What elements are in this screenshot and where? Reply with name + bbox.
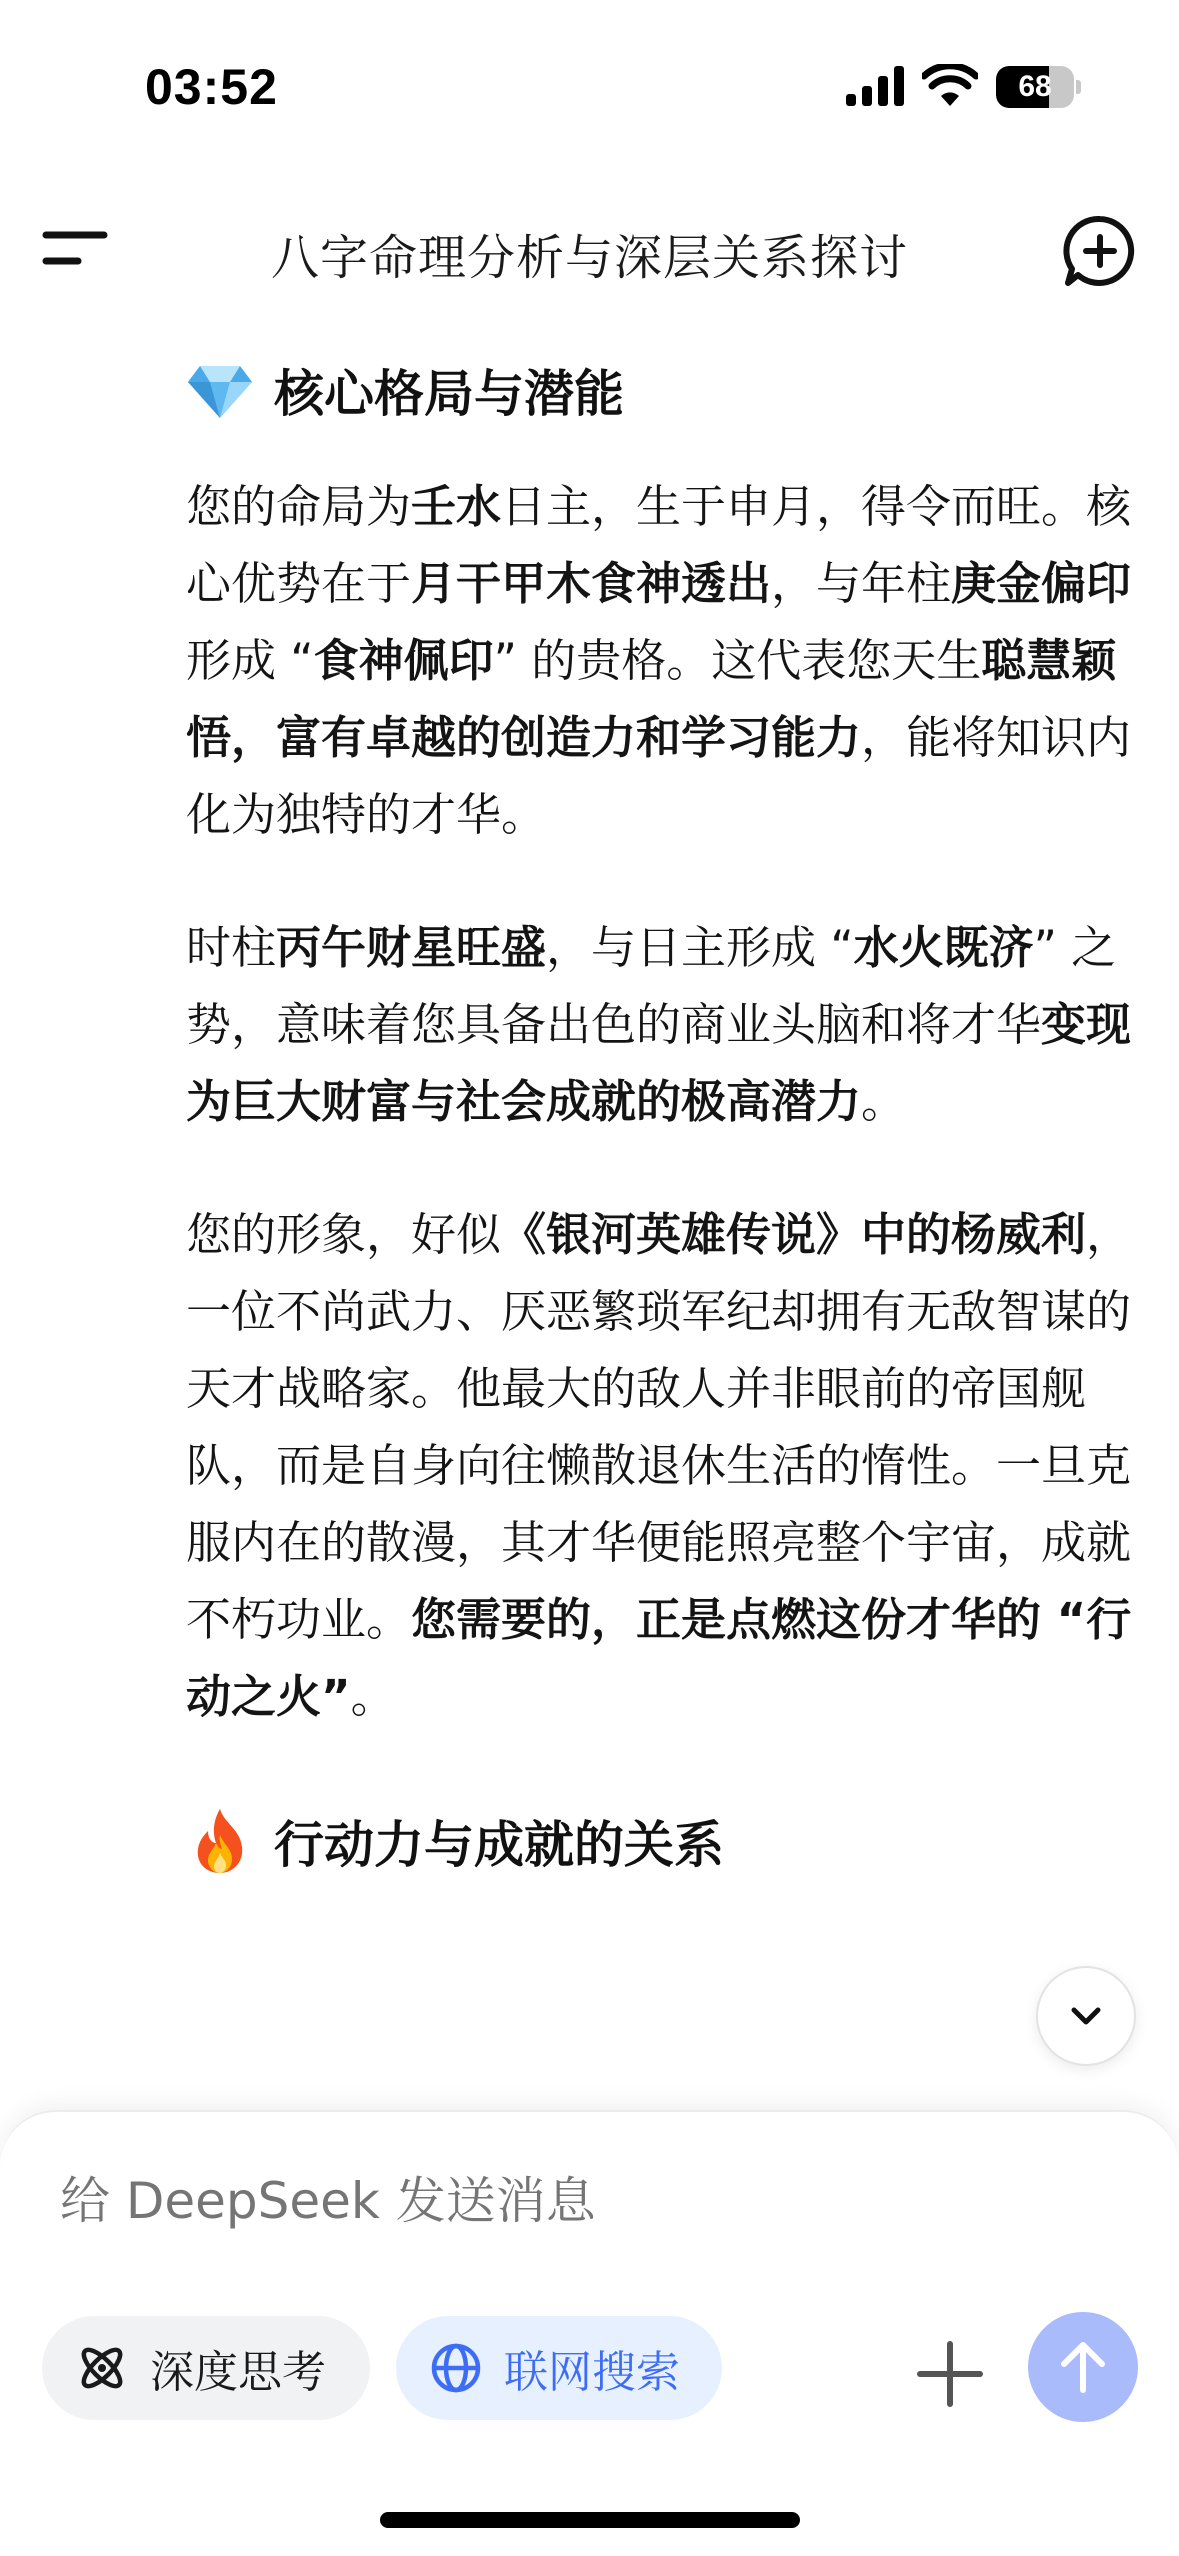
plus-icon[interactable] [912, 2336, 988, 2412]
section-heading-text: 核心格局与潜能 [274, 365, 624, 423]
text: 。 [861, 1075, 907, 1128]
bold-text: 月干甲木食神透出 [411, 557, 772, 610]
status-bar [0, 0, 1179, 150]
bold-text: 变现为巨大财富与社会成就的极高潜力 [186, 998, 1132, 1128]
bold-text: 《银河英雄传说》中的杨威利 [501, 1208, 1087, 1261]
text: 。 [350, 1670, 396, 1723]
paragraph-3 [186, 1196, 1136, 1735]
web-search-button[interactable] [396, 2316, 722, 2420]
text: ，与年柱 [771, 557, 952, 610]
send-button[interactable] [1028, 2312, 1138, 2422]
text: 形成 “ [186, 634, 314, 687]
globe-icon [430, 2342, 482, 2394]
bold-text: 食神佩印 [313, 634, 494, 687]
conversation-title[interactable]: 八字命理分析与深层关系探讨 [270, 230, 908, 286]
chevron-down-icon [1064, 1994, 1108, 2038]
new-chat-icon[interactable] [1062, 213, 1138, 289]
bold-text: 丙午财星旺盛 [276, 921, 547, 974]
paragraph-2 [186, 909, 1136, 1140]
header [0, 195, 1179, 305]
text: ” 的贵格。这代表您天生 [493, 634, 982, 687]
bold-text: 庚金偏印 [951, 557, 1132, 610]
text: ，与日主形成 “ [546, 921, 854, 974]
assistant-message [186, 340, 1136, 1891]
battery-body [996, 66, 1074, 108]
message-composer [0, 2110, 1179, 2556]
menu-icon[interactable] [42, 217, 112, 277]
status-time: 03:52 [145, 59, 278, 115]
arrow-up-icon [1054, 2338, 1112, 2396]
atom-icon [76, 2342, 128, 2394]
text: 日主，生于申月，得令而旺。核心优势在于 [186, 480, 1132, 610]
scroll-to-bottom-button[interactable] [1036, 1966, 1136, 2066]
bold-text: 壬水 [411, 480, 502, 533]
text: 您的形象，好似 [186, 1208, 502, 1261]
message-input[interactable] [60, 2172, 1060, 2230]
section-heading-text: 行动力与成就的关系 [274, 1816, 724, 1874]
deep-think-label: 深度思考 [150, 2347, 326, 2398]
text: 时柱 [186, 921, 277, 974]
section-heading [186, 1791, 1136, 1891]
text: ，能将知识内化为独特的才华。 [186, 711, 1132, 841]
battery-cap [1076, 80, 1081, 94]
deep-think-button[interactable] [42, 2316, 370, 2420]
text: 您的命局为 [186, 480, 412, 533]
section-heading [186, 340, 1136, 440]
battery-level: 68 [1018, 70, 1052, 103]
gem-emoji-icon [186, 356, 254, 424]
wifi-icon [922, 64, 978, 108]
bold-text: 水火既济 [853, 921, 1034, 974]
bold-text: 您需要的，正是点燃这份才华的 “行动之火” [186, 1593, 1132, 1723]
text: ” 之势，意味着您具备出色的商业头脑和将才华 [186, 921, 1117, 1051]
signal-icon [846, 66, 906, 106]
battery-icon [996, 66, 1080, 108]
text: ，一位不尚武力、厌恶繁琐军纪却拥有无敌智谋的天才战略家。他最大的敌人并非眼前的帝国舰队，而是自身向往懒散退休生活的惰性。一旦克服内在的散漫，其才华便能照亮整个宇宙，成就不朽功业。 [186, 1208, 1132, 1646]
bold-text: 聪慧颖悟，富有卓越的创造力和学习能力 [186, 634, 1117, 764]
web-search-label: 联网搜索 [504, 2347, 680, 2398]
home-indicator[interactable] [380, 2512, 800, 2528]
fire-emoji-icon [186, 1807, 254, 1875]
paragraph-1 [186, 468, 1136, 853]
